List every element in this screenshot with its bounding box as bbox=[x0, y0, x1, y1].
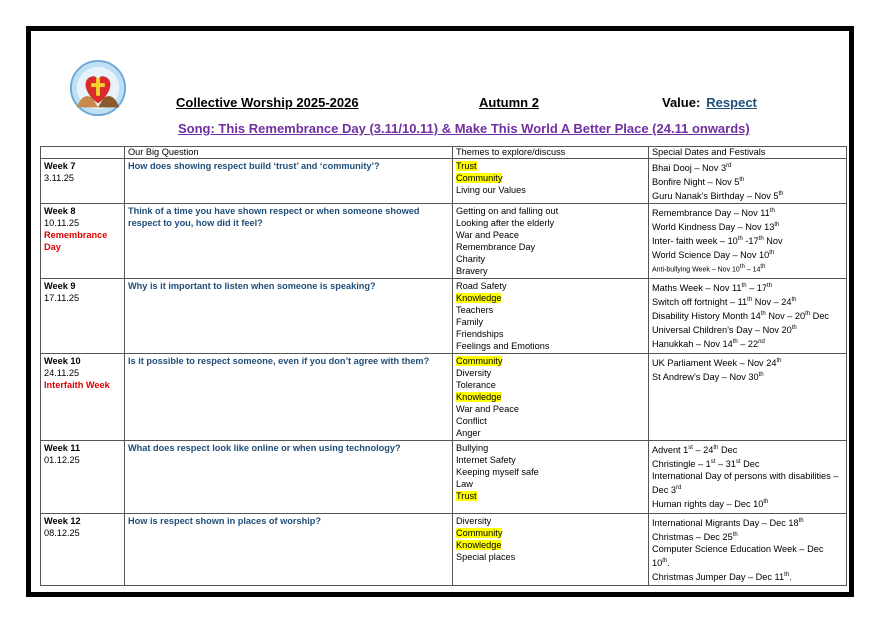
worship-plan-table bbox=[40, 146, 847, 586]
big-question-text: What does respect look like online or when using technology? bbox=[128, 443, 401, 454]
theme-item bbox=[456, 355, 645, 367]
special-date-item: Universal Children’s Day – Nov 20th bbox=[652, 325, 797, 336]
week-label: Week 12 bbox=[44, 516, 81, 527]
theme-item bbox=[456, 367, 645, 379]
value-heading bbox=[662, 95, 757, 110]
special-dates-cell bbox=[649, 441, 847, 514]
theme-item-text: Getting on and falling out bbox=[456, 206, 559, 217]
term-label: Autumn 2 bbox=[479, 95, 539, 110]
theme-item bbox=[456, 415, 645, 427]
theme-item-text: Diversity bbox=[456, 516, 492, 527]
week-date: 01.12.25 bbox=[44, 455, 80, 466]
value-text: Respect bbox=[706, 95, 757, 110]
table-row bbox=[41, 354, 847, 441]
theme-item bbox=[456, 539, 645, 551]
table-row bbox=[41, 204, 847, 279]
table-row bbox=[41, 514, 847, 586]
theme-item bbox=[456, 454, 645, 466]
theme-item bbox=[456, 403, 645, 415]
theme-item bbox=[456, 304, 645, 316]
week-cell bbox=[41, 354, 125, 441]
theme-item-text: Conflict bbox=[456, 416, 487, 427]
theme-item-text: Community bbox=[456, 528, 503, 539]
theme-item-text: Law bbox=[456, 479, 473, 490]
big-question-text: How does showing respect build ‘trust’ and ‘community’? bbox=[128, 161, 380, 171]
theme-item-text: Friendships bbox=[456, 329, 504, 340]
themes-cell bbox=[453, 204, 649, 279]
big-question-cell bbox=[125, 441, 453, 514]
theme-item-text: Community bbox=[456, 173, 503, 183]
theme-item bbox=[456, 379, 645, 391]
theme-item bbox=[456, 265, 645, 277]
theme-item bbox=[456, 316, 645, 328]
theme-item-text: Trust bbox=[456, 161, 477, 171]
week-date: 08.12.25 bbox=[44, 528, 80, 539]
special-date-item: Advent 1st – 24th Dec bbox=[652, 445, 738, 456]
special-date-item: St Andrew’s Day – Nov 30th bbox=[652, 372, 764, 383]
big-question-cell bbox=[125, 204, 453, 279]
theme-item-text: War and Peace bbox=[456, 404, 519, 415]
theme-item-text: Trust bbox=[456, 491, 477, 502]
theme-item-text: War and Peace bbox=[456, 230, 519, 241]
special-date-item: Christmas – Dec 25th bbox=[652, 532, 738, 543]
special-dates-cell bbox=[649, 354, 847, 441]
week-event-label: Interfaith Week bbox=[44, 380, 110, 391]
header-big-question: Our Big Question bbox=[125, 147, 453, 159]
theme-item-text: Remembrance Day bbox=[456, 242, 536, 253]
week-cell bbox=[41, 204, 125, 279]
table-body bbox=[41, 159, 847, 586]
theme-item-text: Bravery bbox=[456, 266, 488, 277]
special-date-item: Bhai Dooj – Nov 3rd bbox=[652, 163, 732, 174]
theme-item-text: Internet Safety bbox=[456, 455, 516, 466]
week-label: Week 7 bbox=[44, 161, 76, 171]
theme-item-text: Living our Values bbox=[456, 185, 526, 195]
special-date-item: Hanukkah – Nov 14th – 22nd bbox=[652, 339, 765, 350]
table-row bbox=[41, 441, 847, 514]
special-date-item: Inter- faith week – 10th -17th Nov bbox=[652, 236, 783, 247]
header-week bbox=[41, 147, 125, 159]
week-cell bbox=[41, 159, 125, 204]
document-frame bbox=[26, 26, 854, 597]
theme-item bbox=[456, 515, 645, 527]
special-date-item: International Day of persons with disabilities – Dec 3rd bbox=[652, 471, 839, 496]
song-heading: Song: This Remembrance Day (3.11/10.11) & Make This World A Better Place (24.11 onwards) bbox=[178, 121, 750, 136]
week-cell bbox=[41, 279, 125, 354]
document-title: Collective Worship 2025-2026 bbox=[176, 95, 359, 110]
special-date-item: International Migrants Day – Dec 18th bbox=[652, 518, 804, 529]
theme-item-text: Charity bbox=[456, 254, 486, 265]
theme-item-text: Knowledge bbox=[456, 540, 502, 551]
theme-item-text: Family bbox=[456, 317, 484, 328]
theme-item bbox=[456, 490, 645, 502]
big-question-text: Is it possible to respect someone, even if you don’t agree with them? bbox=[128, 356, 430, 367]
theme-item bbox=[456, 478, 645, 490]
theme-item bbox=[456, 292, 645, 304]
theme-item bbox=[456, 391, 645, 403]
big-question-text: How is respect shown in places of worship? bbox=[128, 516, 321, 527]
theme-item bbox=[456, 466, 645, 478]
theme-item-text: Knowledge bbox=[456, 293, 502, 304]
week-cell bbox=[41, 441, 125, 514]
special-dates-cell bbox=[649, 279, 847, 354]
theme-item bbox=[456, 253, 645, 265]
special-date-item: World Science Day – Nov 10th bbox=[652, 250, 775, 261]
big-question-cell bbox=[125, 354, 453, 441]
special-date-item: Human rights day – Dec 10th bbox=[652, 499, 769, 510]
special-date-item: World Kindness Day – Nov 13th bbox=[652, 222, 780, 233]
theme-item-text: Anger bbox=[456, 428, 481, 439]
theme-item bbox=[456, 427, 645, 439]
special-date-item: Christmas Jumper Day – Dec 11th. bbox=[652, 572, 792, 583]
theme-item-text: Special places bbox=[456, 552, 516, 563]
special-date-item: Remembrance Day – Nov 11th bbox=[652, 208, 775, 219]
themes-cell bbox=[453, 354, 649, 441]
week-cell bbox=[41, 514, 125, 586]
special-date-item: Disability History Month 14th Nov – 20th Dec bbox=[652, 311, 830, 322]
week-label: Week 8 bbox=[44, 206, 76, 217]
header-themes: Themes to explore/discuss bbox=[453, 147, 649, 159]
theme-item bbox=[456, 172, 645, 184]
theme-item bbox=[456, 184, 645, 196]
big-question-text: Think of a time you have shown respect or when someone showed respect to you, how did it feel? bbox=[128, 206, 420, 229]
theme-item-text: Knowledge bbox=[456, 392, 502, 403]
week-date: 24.11.25 bbox=[44, 368, 80, 379]
theme-item-text: Keeping myself safe bbox=[456, 467, 539, 478]
special-date-item: UK Parliament Week – Nov 24th bbox=[652, 358, 782, 369]
special-dates-cell bbox=[649, 514, 847, 586]
theme-item-text: Looking after the elderly bbox=[456, 218, 555, 229]
theme-item-text: Bullying bbox=[456, 443, 489, 454]
week-event-label: Remembrance Day bbox=[44, 230, 108, 253]
theme-item bbox=[456, 340, 645, 352]
table-header-row bbox=[41, 147, 847, 159]
special-date-item: Christingle – 1st – 31st Dec bbox=[652, 459, 760, 470]
header-special-dates: Special Dates and Festivals bbox=[649, 147, 847, 159]
themes-cell bbox=[453, 159, 649, 204]
school-logo-heart-cross-icon bbox=[69, 59, 127, 117]
theme-item-text: Diversity bbox=[456, 368, 492, 379]
table-row bbox=[41, 279, 847, 354]
week-label: Week 11 bbox=[44, 443, 81, 454]
big-question-cell bbox=[125, 159, 453, 204]
big-question-cell bbox=[125, 279, 453, 354]
week-date: 17.11.25 bbox=[44, 293, 80, 304]
themes-cell bbox=[453, 514, 649, 586]
week-label: Week 10 bbox=[44, 356, 81, 367]
theme-item bbox=[456, 241, 645, 253]
week-date: 10.11.25 bbox=[44, 218, 80, 229]
theme-item bbox=[456, 229, 645, 241]
theme-item bbox=[456, 328, 645, 340]
week-date: 3.11.25 bbox=[44, 173, 74, 183]
table-row bbox=[41, 159, 847, 204]
value-label: Value: bbox=[662, 95, 701, 110]
big-question-text: Why is it important to listen when someone is speaking? bbox=[128, 281, 376, 292]
special-date-item: Computer Science Education Week – Dec 10th. bbox=[652, 544, 824, 569]
theme-item bbox=[456, 551, 645, 563]
theme-item bbox=[456, 205, 645, 217]
theme-item bbox=[456, 217, 645, 229]
big-question-cell bbox=[125, 514, 453, 586]
special-dates-cell bbox=[649, 159, 847, 204]
theme-item-text: Community bbox=[456, 356, 503, 367]
special-date-item: Switch off fortnight – 11th Nov – 24th bbox=[652, 297, 797, 308]
theme-item-text: Tolerance bbox=[456, 380, 496, 391]
theme-item bbox=[456, 280, 645, 292]
theme-item bbox=[456, 160, 645, 172]
special-date-item: Anti-bullying Week – Nov 10th – 14th bbox=[652, 264, 766, 274]
special-date-item: Maths Week – Nov 11th – 17th bbox=[652, 283, 773, 294]
special-date-item: Bonfire Night – Nov 5th bbox=[652, 177, 745, 188]
theme-item-text: Road Safety bbox=[456, 281, 507, 292]
theme-item bbox=[456, 442, 645, 454]
week-label: Week 9 bbox=[44, 281, 76, 292]
themes-cell bbox=[453, 279, 649, 354]
special-dates-cell bbox=[649, 204, 847, 279]
theme-item bbox=[456, 527, 645, 539]
themes-cell bbox=[453, 441, 649, 514]
theme-item-text: Teachers bbox=[456, 305, 494, 316]
special-date-item: Guru Nanak’s Birthday – Nov 5th bbox=[652, 191, 784, 202]
theme-item-text: Feelings and Emotions bbox=[456, 341, 550, 352]
